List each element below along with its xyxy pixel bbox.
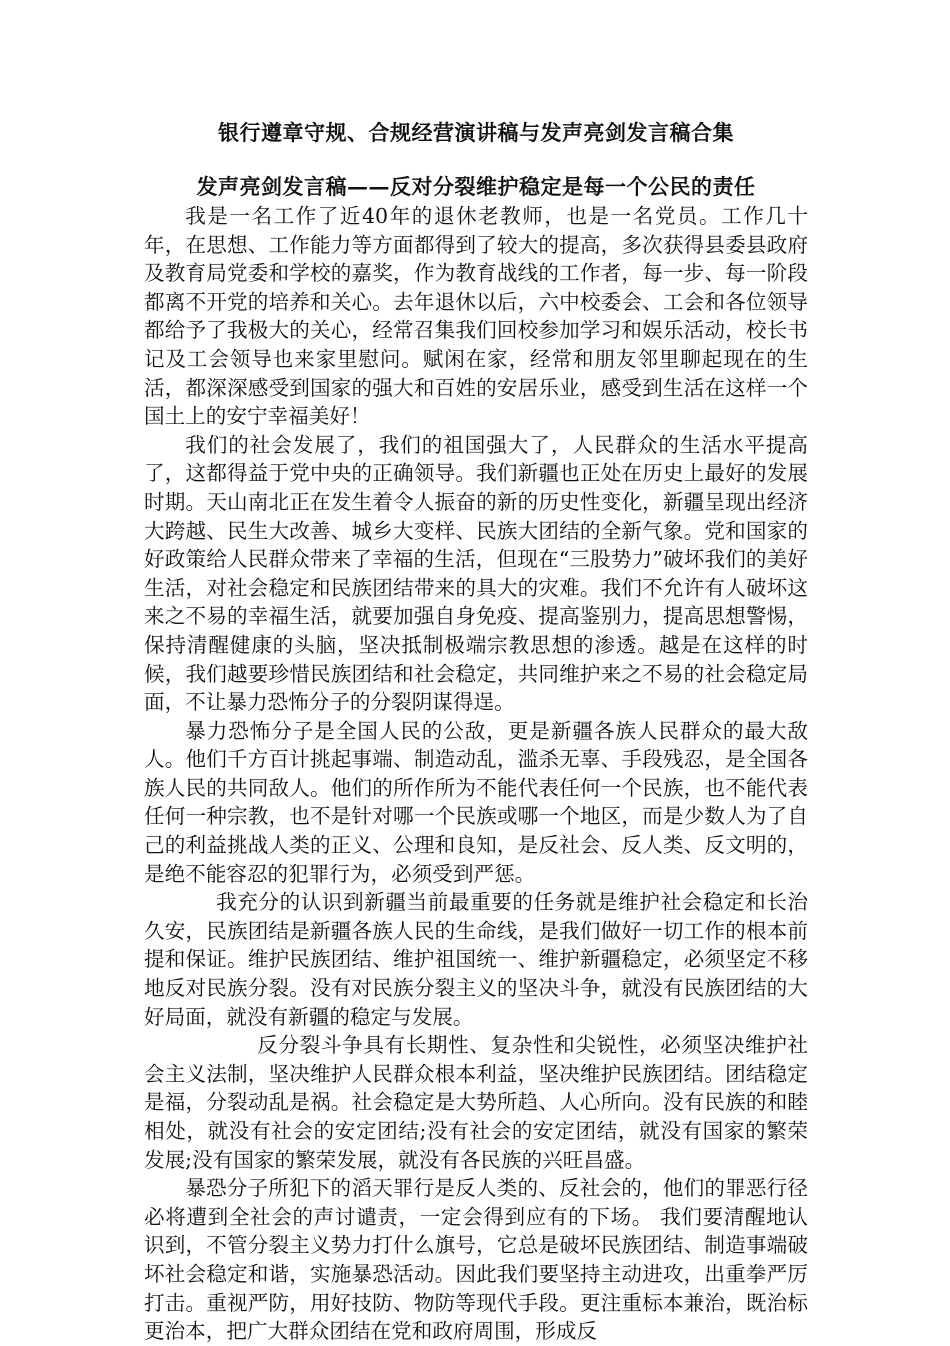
paragraph-2: 我们的社会发展了，我们的祖国强大了，人民群众的生活水平提高了，这都得益于党中央的正确领导。我们新疆也正处在历史上最好的发展时期。天山南北正在发生着令人振奋的新的历史性变化，新疆呈现出经济大跨越、民生大改善、城乡大变样、民族大团结的全新气象。党和国家的好政策给人民群众带来了幸福的生活，但现在“三股势力”破坏我们的美好生活，对社会稳定和民族团结带来的具大的灾难。我们不允许有人破坏这来之不易的幸福生活，就要加强自身免疫、提高鉴别力，提高思想警惕，保持清醒健康的头脑，坚决抵制极端宗教思想的渗透。越是在这样的时候，我们越要珍惜民族团结和社会稳定，共同维护来之不易的社会稳定局面，不让暴力恐怖分子的分裂阴谋得逞。 [144, 432, 808, 715]
document-title: 银行遵章守规、合规经营演讲稿与发声亮剑发言稿合集 [218, 120, 734, 145]
section-title: 发声亮剑发言稿——反对分裂维护稳定是每一个公民的责任 [196, 174, 756, 199]
paragraph-5: 反分裂斗争具有长期性、复杂性和尖锐性，必须坚决维护社会主义法制，坚决维护人民群众根本利益，坚决维护民族团结。团结稳定是福，分裂动乱是祸。社会稳定是大势所趋、人心所向。没有民族的和睦相处，就没有社会的安定团结;没有社会的安定团结，就没有国家的繁荣发展;没有国家的繁荣发展，就没有各民族的兴旺昌盛。 [144, 1033, 808, 1172]
paragraph-6: 暴恐分子所犯下的滔天罪行是反人类的、反社会的，他们的罪恶行径必将遭到全社会的声讨谴责，一定会得到应有的下场。 我们要清醒地认识到，不管分裂主义势力打什么旗号，它总是破坏民族团结、制造事端破坏社会稳定和谐，实施暴恐活动。因此我们要坚持主动进攻，出重拳严厉打击。重视严防，用好技防、物防等现代手段。更注重标本兼治，既治标更治本，把广大群众团结在党和政府周围，形成反 [144, 1176, 808, 1344]
paragraph-1: 我是一名工作了近40年的退休老教师，也是一名党员。工作几十年，在思想、工作能力等方面都得到了较大的提高，多次获得县委县政府及教育局党委和学校的嘉奖，作为教育战线的工作者，每一步、每一阶段都离不开党的培养和关心。去年退休以后，六中校委会、工会和各位领导都给予了我极大的关心，经常召集我们回校参加学习和娱乐活动，校长书记及工会领导也来家里慰问。赋闲在家，经常和朋友邻里聊起现在的生活，都深深感受到国家的强大和百姓的安居乐业，感受到生活在这样一个国土上的安宁幸福美好！ [144, 204, 808, 429]
paragraph-4: 我充分的认识到新疆当前最重要的任务就是维护社会稳定和长治久安，民族团结是新疆各族人民的生命线，是我们做好一切工作的根本前提和保证。维护民族团结、维护祖国统一、维护新疆稳定，必须坚定不移地反对民族分裂。没有对民族分裂主义的坚决斗争，就没有民族团结的大好局面，就没有新疆的稳定与发展。 [144, 890, 808, 1029]
document-page [144, 118, 808, 1346]
paragraph-3: 暴力恐怖分子是全国人民的公敌，更是新疆各族人民群众的最大敌人。他们千方百计挑起事端、制造动乱，滥杀无辜、手段残忍，是全国各族人民的共同敌人。他们的所作所为不能代表任何一个民族，也不能代表任何一种宗教，也不是针对哪一个民族或哪一个地区，而是少数人为了自己的利益挑战人类的正义、公理和良知，是反社会、反人类、反文明的，是绝不能容忍的犯罪行为，必须受到严惩。 [144, 718, 808, 886]
